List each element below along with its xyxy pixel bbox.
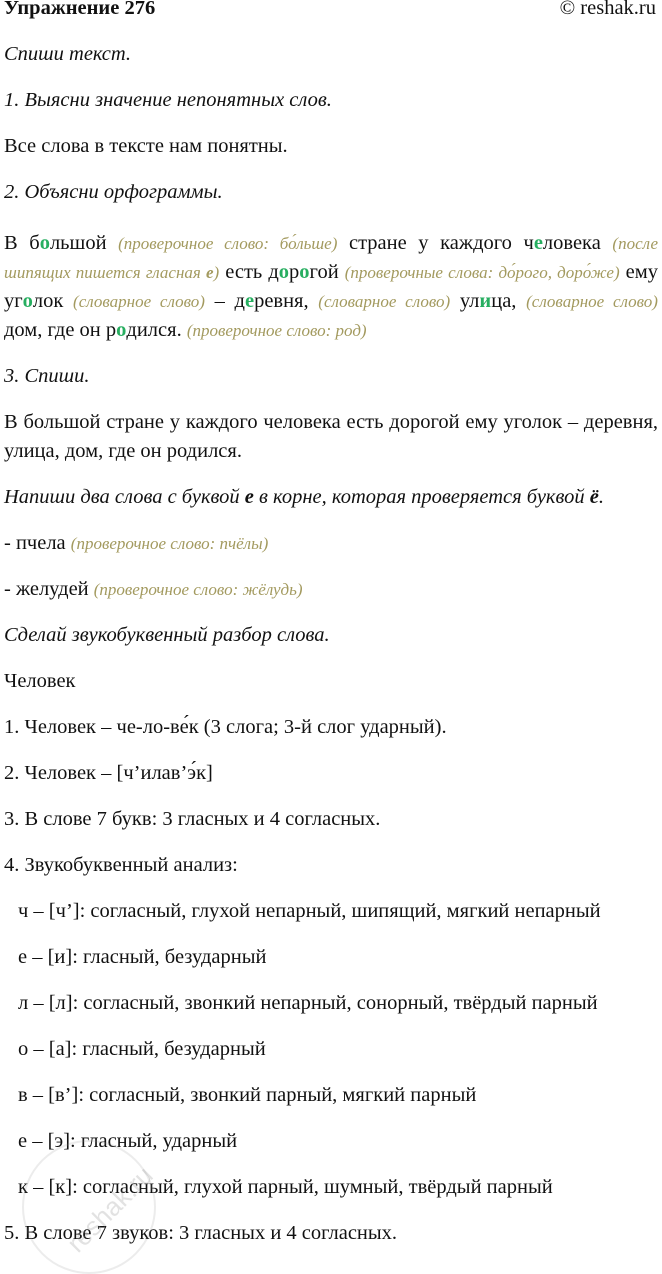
highlighted-letter: е [533,232,543,254]
letter-analysis-row: е – [и]: гласный, безударный [18,946,267,968]
text-fragment: льшой [49,232,119,254]
letter-analysis-row: к – [к]: согласный, глухой парный, шумный, твёрдый парный [18,1176,553,1198]
analysis-word: Человек [4,670,76,692]
analysis-sound-count: 5. В слове 7 звуков: 3 гласных и 4 согласных. [4,1222,398,1244]
letter-analysis-row: ч – [ч’]: согласный, глухой непарный, шипящий, мягкий непарный [18,900,601,922]
step-2-heading: 2. Объясни орфограммы. [4,181,223,203]
task-letter-e: е [244,486,254,508]
text-fragment: дом, где он р [4,319,117,341]
exercise-title: Упражнение 276 [4,0,156,19]
text-fragment: – д [204,290,245,312]
text-fragment: ул [450,290,480,312]
task-text: . [598,486,605,508]
letter-analysis-row: л – [л]: согласный, звонкий непарный, сонорный, твёрдый парный [18,992,598,1014]
rule-note-close: ) [213,263,220,282]
rule-note-letter: е [205,263,214,282]
step-1-answer: Все слова в тексте нам понятны. [4,135,288,157]
task-text: Напиши два слова с буквой [4,486,245,508]
text-fragment: есть д [219,261,279,283]
text-fragment: дился. [126,319,187,341]
check-word-note: (проверочные слова: до́рого, доро́же) [344,263,620,282]
task-phonetic-heading: Сделай звукобуквенный разбор слова. [4,624,330,646]
word-item [4,575,658,604]
dictionary-word-note: (словарное слово) [526,292,658,311]
task-text: в корне, которая проверяется буквой [253,486,590,508]
letter-analysis-row: в – [в’]: согласный, звонкий парный, мягкий парный [18,1084,477,1106]
word-text: - пчела [4,532,71,554]
highlighted-letter: е [244,290,255,312]
check-word-note: (проверочное слово: бо́льше) [118,234,338,253]
highlighted-letter: о [39,232,50,254]
watermark-text: reshak.ru [60,1160,159,1259]
text-fragment: р [289,261,300,283]
instruction-copy: Спиши текст. [4,43,132,65]
text-fragment: гой [309,261,345,283]
analysis-syllables: 1. Человек – че-ло-ве́к (3 слога; 3-й слог ударный). [4,716,447,738]
task-letter-yo: ё [589,486,599,508]
word-text: - желудей [4,578,94,600]
exercise-content [4,40,658,1248]
step-1-heading: 1. Выясни значение непонятных слов. [4,89,332,111]
text-fragment: ловека [542,232,613,254]
text-fragment: ца, [491,290,527,312]
task-two-words [4,483,658,512]
text-fragment: В б [4,232,40,254]
text-fragment: ему уг [4,261,658,312]
rule-note-text: (после шипящих пишется гласная [4,234,658,282]
letter-analysis-row: о – [а]: гласный, безударный [18,1038,266,1060]
watermark-seal [22,1140,159,1274]
word-item [4,529,658,558]
dictionary-word-note: (словарное слово) [73,292,205,311]
site-brand: © reshak.ru [559,0,656,19]
page-header [0,0,662,26]
highlighted-letter: о [22,290,33,312]
highlighted-letter: и [479,290,492,312]
check-word-note: (проверочное слово: жёлудь) [93,580,303,599]
highlighted-letter: о [278,261,290,283]
text-fragment: ревня, [254,290,319,312]
highlighted-letter: о [299,261,310,283]
analysis-heading: 4. Звукобуквенный анализ: [4,854,238,876]
letter-analysis-row: е – [э]: гласный, ударный [18,1130,238,1152]
analysis-transcription: 2. Человек – [ч’илав’э́к] [4,762,213,784]
highlighted-letter: о [116,319,127,341]
step-3-heading: 3. Спиши. [4,365,90,387]
text-fragment: стране у каждого ч [337,232,534,254]
check-word-note: (проверочное слово: род) [186,321,367,340]
dictionary-word-note: (словарное слово) [318,292,451,311]
check-word-note: (проверочное слово: пчёлы) [70,534,269,553]
analysis-letter-count: 3. В слове 7 букв: 3 гласных и 4 согласных. [4,808,381,830]
copied-text: В большой стране у каждого человека есть дорогой ему уголок – деревня, улица, дом, где он родился. [4,411,658,462]
text-fragment: лок [32,290,74,312]
orthogram-paragraph [4,229,658,345]
